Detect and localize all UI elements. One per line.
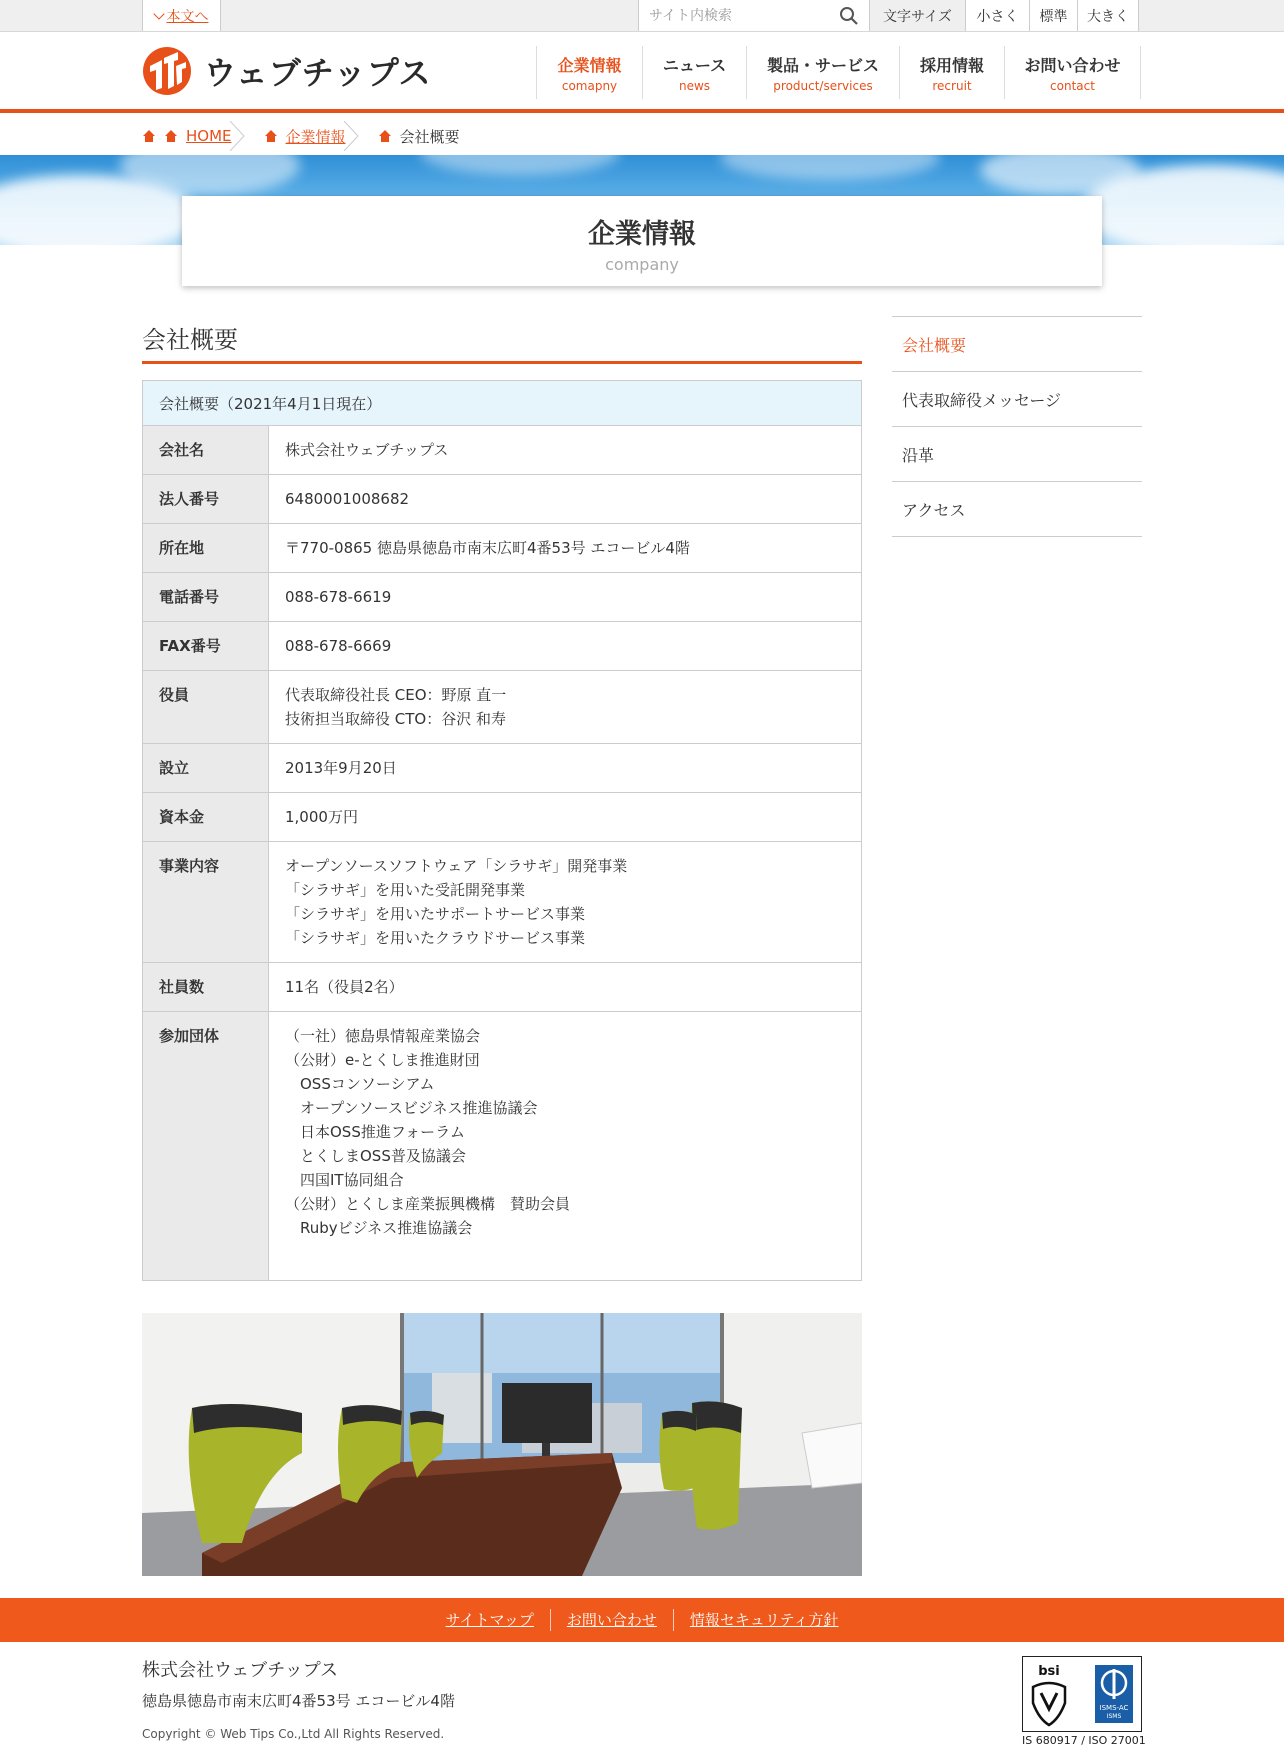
home-icon: [378, 129, 392, 143]
page-title-box: [182, 196, 1102, 286]
home-icon: [164, 129, 178, 143]
row-value: 088-678-6619: [269, 573, 862, 622]
table-row: [143, 963, 862, 1012]
utility-bar: [0, 0, 1284, 32]
table-row: [143, 573, 862, 622]
site-search: [638, 0, 869, 31]
table-caption-row: [143, 381, 862, 426]
side-nav-item-message[interactable]: 代表取締役メッセージ: [892, 372, 1142, 427]
font-size-label: 文字サイズ: [869, 0, 965, 31]
search-input[interactable]: [639, 8, 829, 24]
row-value: （一社）徳島県情報産業協会 （公財）e-とくしま推進財団 OSSコンソーシアム オープンソースビジネス推進協議会 日本OSS推進フォーラム とくしまOSS普及協議会 四国IT協同組合 （公財）とくしま産業振興機構 賛助会員 Rubyビジネス推進協議会: [269, 1012, 862, 1281]
nav-item-news[interactable]: ニュース news: [642, 46, 746, 99]
site-header: [0, 32, 1284, 113]
row-value: 2013年9月20日: [269, 744, 862, 793]
footer-link-sitemap[interactable]: サイトマップ: [445, 1611, 534, 1629]
table-row: [143, 475, 862, 524]
table-row: [143, 793, 862, 842]
row-key: 所在地: [143, 524, 269, 573]
breadcrumb-current: 会社概要: [399, 127, 460, 146]
row-key: 資本金: [143, 793, 269, 842]
font-size-small-button[interactable]: 小さく: [965, 0, 1029, 31]
home-icon: [264, 129, 278, 143]
font-size-switcher: [869, 0, 1139, 31]
row-key: 参加団体: [143, 1012, 269, 1281]
global-nav: [536, 46, 1141, 99]
breadcrumb: [142, 117, 482, 155]
footer-nav: [0, 1598, 1284, 1642]
table-row: [143, 1012, 862, 1281]
breadcrumb-item-home: [142, 117, 254, 155]
row-value: 088-678-6669: [269, 622, 862, 671]
footer-link-contact[interactable]: お問い合わせ: [550, 1609, 673, 1631]
site-logo[interactable]: [142, 46, 431, 96]
home-icon: [142, 129, 156, 143]
logo-mark-icon: [142, 46, 192, 96]
side-nav: [892, 316, 1142, 537]
table-caption: 会社概要（2021年4月1日現在）: [143, 381, 862, 426]
company-info-table: [142, 380, 862, 1281]
table-row: [143, 426, 862, 475]
row-key: 事業内容: [143, 842, 269, 963]
footer-company-info: [142, 1656, 455, 1711]
row-key: 法人番号: [143, 475, 269, 524]
footer-company-name: 株式会社ウェブチップス: [142, 1660, 339, 1681]
breadcrumb-separator-icon: [336, 121, 364, 151]
table-row: [143, 842, 862, 963]
row-value: 〒770-0865 徳島県徳島市南末広町4番53号 エコービル4階: [269, 524, 862, 573]
meeting-room-photo: [142, 1313, 862, 1576]
nav-item-company[interactable]: 企業情報 comapny: [536, 46, 642, 99]
row-key: FAX番号: [143, 622, 269, 671]
nav-item-contact[interactable]: お問い合わせ contact: [1004, 46, 1141, 99]
certification-mark: [1022, 1656, 1142, 1732]
table-row: [143, 622, 862, 671]
breadcrumb-link-home[interactable]: HOME: [186, 127, 232, 145]
row-key: 設立: [143, 744, 269, 793]
skip-to-content-link[interactable]: 本文へ: [142, 0, 221, 31]
footer-address: 徳島県徳島市南末広町4番53号 エコービル4階: [142, 1692, 455, 1710]
side-nav-item-access[interactable]: アクセス: [892, 482, 1142, 537]
breadcrumb-link-company[interactable]: 企業情報: [285, 127, 346, 146]
chevron-down-icon: [153, 8, 164, 19]
nav-item-recruit[interactable]: 採用情報 recruit: [899, 46, 1004, 99]
svg-text:ISMS: ISMS: [1106, 1713, 1122, 1720]
row-value: 11名（役員2名）: [269, 963, 862, 1012]
section-heading: 会社概要: [142, 316, 862, 364]
table-row: [143, 671, 862, 744]
isms-certification: [1022, 1656, 1146, 1747]
row-value: 6480001008682: [269, 475, 862, 524]
svg-text:bsi: bsi: [1038, 1664, 1060, 1679]
page-title: 企業情報: [588, 219, 696, 250]
row-value: 株式会社ウェブチップス: [269, 426, 862, 475]
page-subtitle: company: [605, 255, 679, 274]
row-value: オープンソースソフトウェア「シラサギ」開発事業 「シラサギ」を用いた受託開発事業 「シラサギ」を用いたサポートサービス事業 「シラサギ」を用いたクラウドサービス事業: [269, 842, 862, 963]
breadcrumb-separator-icon: [222, 121, 250, 151]
table-row: [143, 524, 862, 573]
side-nav-item-overview[interactable]: 会社概要: [892, 317, 1142, 372]
logo-text: ウェブチップス: [204, 54, 432, 92]
footer-link-security-policy[interactable]: 情報セキュリティ方針: [673, 1609, 855, 1631]
font-size-normal-button[interactable]: 標準: [1029, 0, 1077, 31]
row-value: 1,000万円: [269, 793, 862, 842]
meeting-room-image: [142, 1313, 862, 1576]
row-key: 会社名: [143, 426, 269, 475]
main-content: [142, 316, 862, 1576]
copyright: Copyright © Web Tips Co.,Ltd All Rights Reserved.: [142, 1727, 445, 1741]
breadcrumb-item-current: [368, 117, 482, 155]
breadcrumb-item-company: [254, 117, 368, 155]
table-row: [143, 744, 862, 793]
row-key: 社員数: [143, 963, 269, 1012]
nav-item-products[interactable]: 製品・サービス product/services: [746, 46, 899, 99]
search-icon[interactable]: [839, 6, 859, 26]
row-value: 代表取締役社長 CEO：野原 直一 技術担当取締役 CTO：谷沢 和寿: [269, 671, 862, 744]
svg-text:ISMS-AC: ISMS-AC: [1099, 1704, 1129, 1712]
row-key: 電話番号: [143, 573, 269, 622]
row-key: 役員: [143, 671, 269, 744]
side-nav-item-history[interactable]: 沿革: [892, 427, 1142, 482]
certification-caption: IS 680917 / ISO 27001: [1022, 1734, 1146, 1747]
bsi-isms-logo: [1023, 1657, 1140, 1730]
font-size-large-button[interactable]: 大きく: [1077, 0, 1139, 31]
